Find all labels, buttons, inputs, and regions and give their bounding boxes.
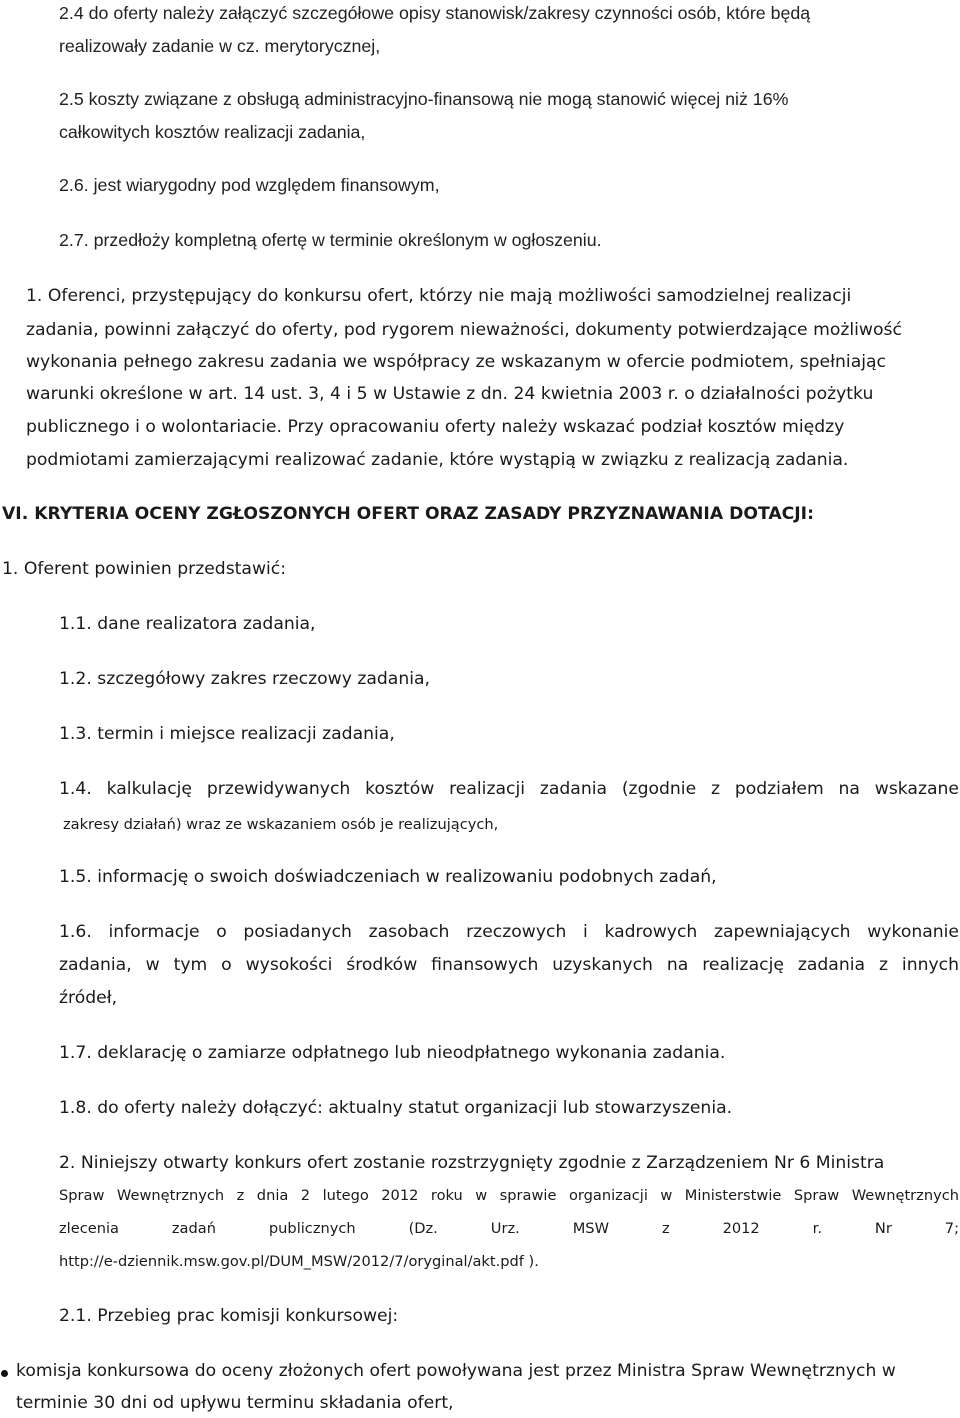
text-line: terminie 30 dni od upływu terminu składania ofert, <box>16 1393 454 1413</box>
list-item: 1.8. do oferty należy dołączyć: aktualny statut organizacji lub stowarzyszenia. <box>59 1098 733 1118</box>
list-item: 1.1. dane realizatora zadania, <box>59 614 316 634</box>
list-item: 1.5. informację o swoich doświadczeniach w realizowaniu podobnych zadań, <box>59 867 717 887</box>
text-line: publicznego i o wolontariacie. Przy opracowaniu oferty należy wskazać podział kosztów między <box>26 417 845 437</box>
text-line: 1. Oferenci, przystępujący do konkursu ofert, którzy nie mają możliwości samodzielnej realizacji <box>26 286 852 306</box>
bullet-icon <box>1 1370 8 1377</box>
text-line: 1. Oferent powinien przedstawić: <box>2 559 287 579</box>
list-item: 1.6. informacje o posiadanych zasobach rzeczowych i kadrowych zapewniających wykonanie <box>59 922 959 942</box>
text-line: źródeł, <box>59 988 118 1008</box>
text-line: wykonania pełnego zakresu zadania we współpracy ze wskazanym w ofercie podmiotem, spełniając <box>26 352 886 372</box>
text-line: 2.7. przedłoży kompletną ofertę w terminie określonym w ogłoszeniu. <box>59 230 602 250</box>
list-item: 1.3. termin i miejsce realizacji zadania, <box>59 724 395 744</box>
subsection-heading: 2.1. Przebieg prac komisji konkursowej: <box>59 1306 399 1326</box>
text-line: podmiotami zamierzającymi realizować zadanie, które wystąpią w związku z realizacją zadania. <box>26 450 849 470</box>
text-line: zadania, powinni załączyć do oferty, pod rygorem nieważności, dokumenty potwierdzające możliwość <box>26 320 902 340</box>
list-item: 1.7. deklarację o zamiarze odpłatnego lub nieodpłatnego wykonania zadania. <box>59 1043 726 1063</box>
text-line: 2.4 do oferty należy załączyć szczegółowe opisy stanowisk/zakresy czynności osób, które będą <box>59 3 811 23</box>
list-item: 2. Niniejszy otwarty konkurs ofert zostanie rozstrzygnięty zgodnie z Zarządzeniem Nr 6 Ministra <box>59 1153 885 1173</box>
text-line: całkowitych kosztów realizacji zadania, <box>59 122 366 142</box>
text-line: zadania, w tym o wysokości środków finansowych uzyskanych na realizację zadania z innych <box>59 955 959 975</box>
section-heading: VI. KRYTERIA OCENY ZGŁOSZONYCH OFERT ORAZ ZASADY PRZYZNAWANIA DOTACJI: <box>2 504 814 524</box>
link-text: http://e-dziennik.msw.gov.pl/DUM_MSW/2012/7/oryginal/akt.pdf ). <box>59 1253 539 1270</box>
text-line: warunki określone w art. 14 ust. 3, 4 i 5 w Ustawie z dn. 24 kwietnia 2003 r. o działalności pożytku <box>26 384 874 404</box>
text-line: 2.5 koszty związane z obsługą administracyjno-finansową nie mogą stanowić więcej niż 16% <box>59 89 789 109</box>
list-item: 1.4. kalkulację przewidywanych kosztów realizacji zadania (zgodnie z podziałem na wskazane <box>59 779 959 799</box>
text-line: 2.6. jest wiarygodny pod względem finansowym, <box>59 175 440 195</box>
list-item: 1.2. szczegółowy zakres rzeczowy zadania, <box>59 669 430 689</box>
text-line: Spraw Wewnętrznych z dnia 2 lutego 2012 roku w sprawie organizacji w Ministerstwie Spraw Wewnętrznych <box>59 1187 959 1204</box>
bullet-item: komisja konkursowa do oceny złożonych ofert powoływana jest przez Ministra Spraw Wewnętrznych w <box>16 1361 896 1381</box>
text-line: realizowały zadanie w cz. merytorycznej, <box>59 36 381 56</box>
text-line: zakresy działań) wraz ze wskazaniem osób je realizujących, <box>63 816 499 833</box>
text-line: zlecenia zadań publicznych (Dz. Urz. MSW z 2012 r. Nr 7; <box>59 1220 959 1237</box>
